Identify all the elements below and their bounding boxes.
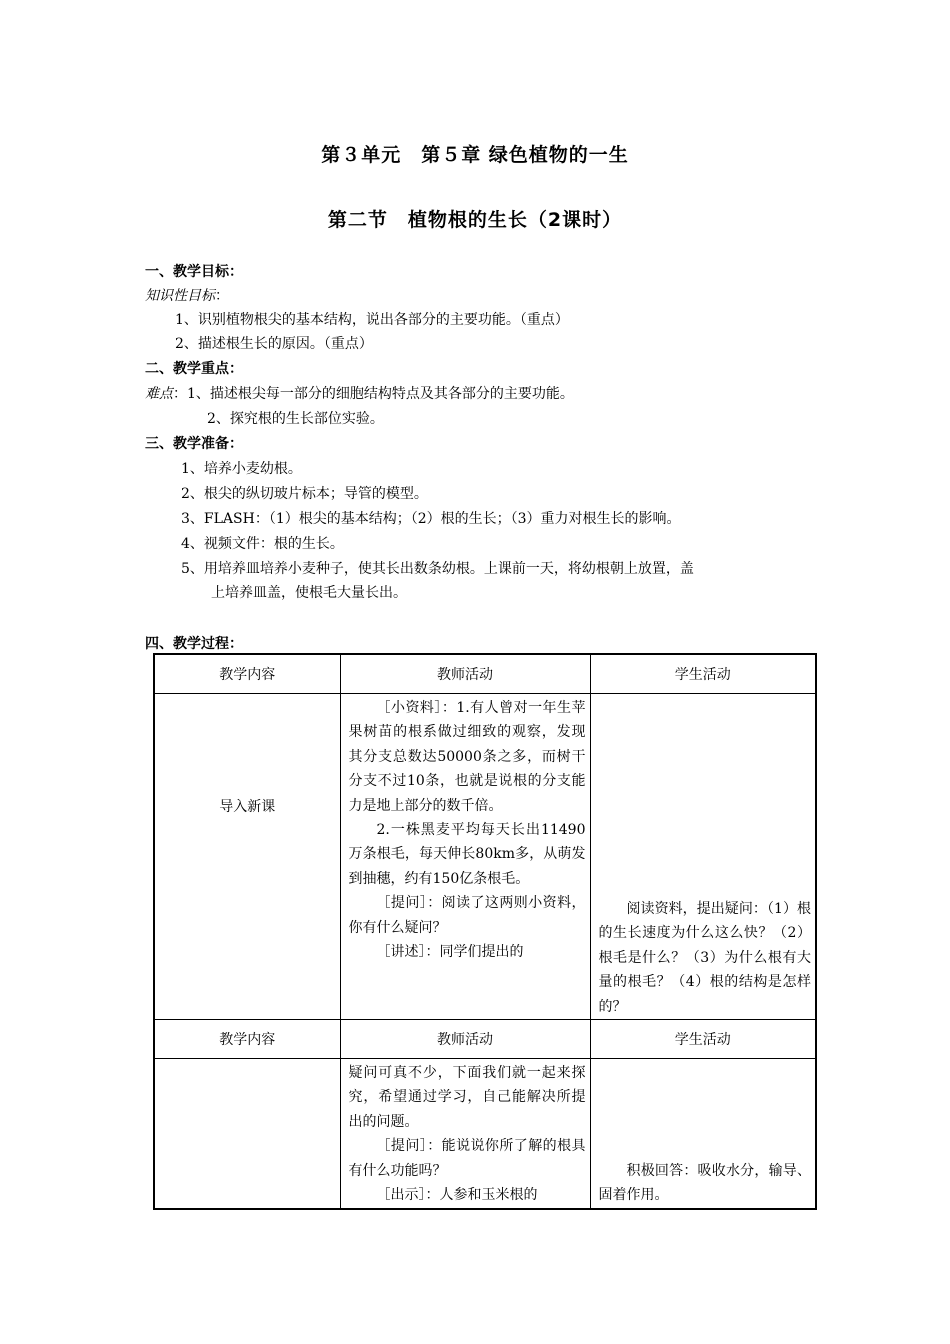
difficulty-label: 难点 [145, 386, 173, 402]
prep-item-2: 2、根尖的纵切玻片标本；导管的模型。 [181, 486, 428, 502]
prep-item-1: 1、培养小麦幼根。 [181, 461, 302, 477]
header-student: 学生活动 [590, 654, 816, 694]
prep-item-5-cont: 上培养皿盖，使根毛大量长出。 [211, 585, 407, 601]
table-row [154, 694, 816, 1020]
difficulty-item-2: 2、探究根的生长部位实验。 [207, 411, 384, 427]
row1-student: 阅读资料，提出疑问：（1）根的生长速度为什么这么快？（2）根毛是什么？（3）为什么根有大量的根毛？（4）根的结构是怎样的？ [598, 900, 811, 1015]
difficulty-item-1 [145, 383, 574, 403]
knowledge-goal-label [145, 285, 229, 305]
row1-teacher-para-1: ［小资料］：1.有人曾对一年生苹果树苗的根系做过细致的观察，发现其分支总数达50000条之多，而树干分支不过10条，也就是说根的分支能力是地上部分的数千倍。 [348, 700, 586, 814]
prep-item-5: 5、用培养皿培养小麦种子，使其长出数条幼根。上课前一天，将幼根朝上放置，盖 [181, 561, 694, 577]
prep-item-4: 4、视频文件：根的生长。 [181, 536, 344, 552]
row2-teacher-para-2: ［出示］：人参和玉米根的 [376, 1187, 538, 1204]
section-title: 第二节 植物根的生长（2课时） [327, 209, 623, 231]
row2-student-cell [590, 1059, 816, 1209]
focus-heading: 二、教学重点： [145, 361, 243, 377]
table-row [154, 1059, 816, 1209]
prep-item-3: 3、FLASH：（1）根尖的基本结构；（2）根的生长；（3）重力对根生长的影响。 [181, 511, 681, 527]
knowledge-goal-colon: ： [215, 288, 229, 304]
row2-teacher-para-1: ［提问］：能说说你所了解的根具有什么功能吗？ [348, 1138, 586, 1179]
difficulty-text-1: ：1、描述根尖每一部分的细胞结构特点及其各部分的主要功能。 [173, 386, 574, 402]
row1-teacher-para-2: 2.一株黑麦平均每天长出11490万条根毛，每天伸长80km多，从萌发到抽穗，约有150亿条根毛。 [348, 822, 586, 887]
row1-content: 导入新课 [219, 799, 276, 815]
row2-content-cell [154, 1059, 340, 1209]
document-title: 第３单元 第５章 绿色植物的一生 [321, 144, 629, 166]
row1-content-cell [154, 694, 340, 1020]
row2-teacher-cell [340, 1059, 590, 1209]
knowledge-goal-label-text: 知识性目标 [145, 288, 215, 304]
header-content-repeat: 教学内容 [154, 1020, 340, 1059]
row2-teacher-continued: 疑问可真不少，下面我们就一起来探究，希望通过学习，自己能解决所提出的问题。 [348, 1065, 586, 1130]
row1-teacher-cell [340, 694, 590, 1020]
row1-teacher-para-4: ［讲述］：同学们提出的 [376, 944, 524, 961]
prep-heading: 三、教学准备： [145, 436, 243, 452]
row2-student: 积极回答：吸收水分，输导、固着作用。 [598, 1162, 811, 1204]
header-teacher-repeat: 教师活动 [340, 1020, 590, 1059]
goals-heading: 一、教学目标： [145, 264, 243, 280]
row1-student-cell [590, 694, 816, 1020]
lesson-table [153, 653, 817, 1210]
row1-teacher-para-3: ［提问］：阅读了这两则小资料，你有什么疑问？ [348, 895, 586, 936]
goal-item-2: 2、描述根生长的原因。（重点） [175, 336, 373, 352]
goal-item-1: 1、识别植物根尖的基本结构，说出各部分的主要功能。（重点） [175, 312, 569, 328]
process-heading: 四、教学过程： [145, 636, 243, 652]
table-header-row-repeat [154, 1020, 816, 1059]
header-student-repeat: 学生活动 [590, 1020, 816, 1059]
header-content: 教学内容 [154, 654, 340, 694]
table-header-row [154, 654, 816, 694]
header-teacher: 教师活动 [340, 654, 590, 694]
